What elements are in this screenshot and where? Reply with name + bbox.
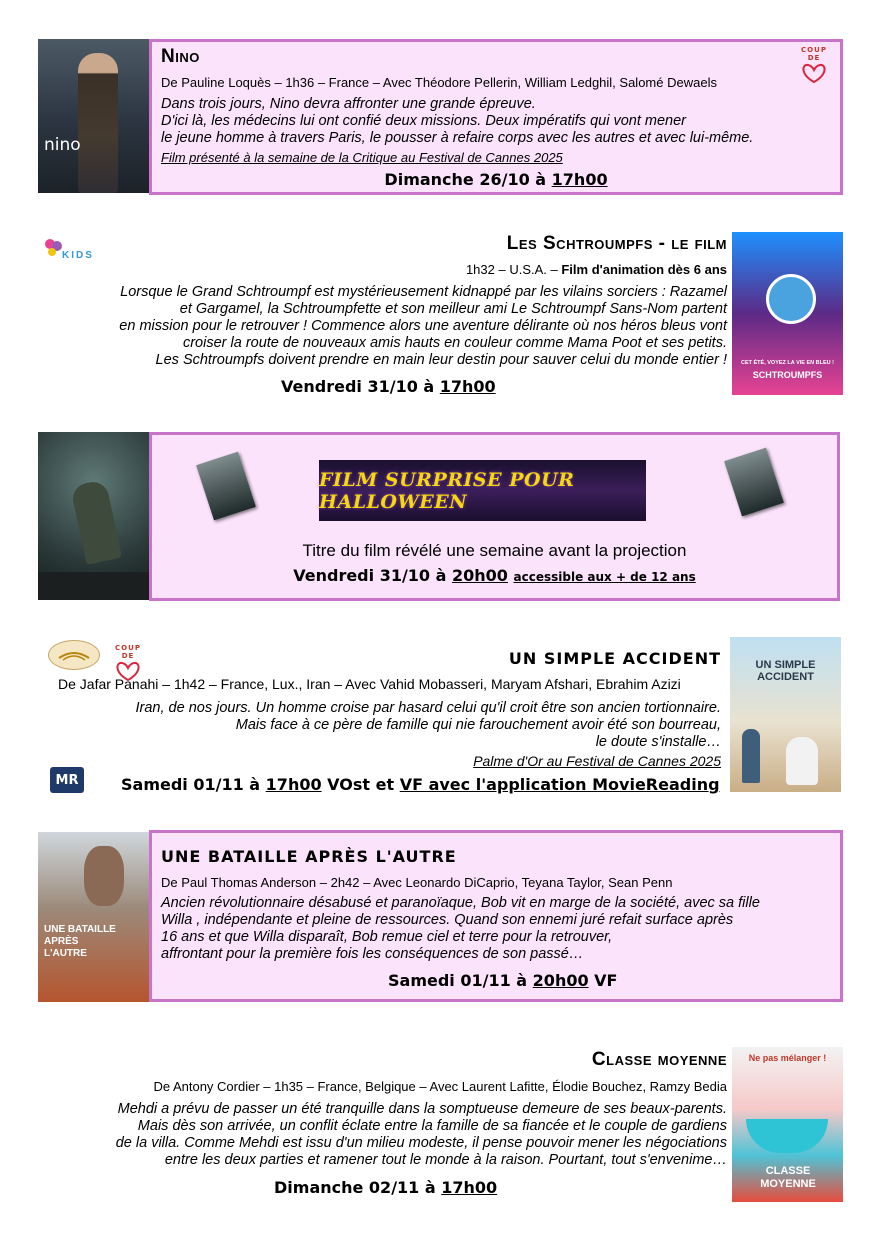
poster-halloween: [38, 432, 149, 600]
ground: [38, 572, 149, 600]
title-schtroumpfs: Les Schtroumpfs - le film: [506, 233, 727, 254]
synopsis-classe: Mehdi a prévu de passer un été tranquille dans la somptueuse demeure de ses beaux-parents. Mais dès son arrivée, un conflit éclate entre la famille de sa fiancée et le couple de gardiens de la villa. Comme Mehdi est issu d'un milieu modeste, il pense pouvoir mener les négociations entre les deux parties et ramener tout le monde à la raison. Pourtant, tout s'envenime…: [115, 1101, 727, 1168]
title-bataille: UNE BATAILLE APRÈS L'AUTRE: [161, 847, 457, 866]
showtime-classe: Dimanche 02/11 à 17h00: [274, 1178, 498, 1197]
poster-nino: [38, 39, 149, 193]
showtime-halloween: Vendredi 31/10 à 20h00 accessible aux + de 12 ans: [293, 566, 696, 585]
poster-accident-title: UN SIMPLE ACCIDENT: [755, 659, 816, 683]
credits-classe: De Antony Cordier – 1h35 – France, Belgique – Avec Laurent Lafitte, Élodie Bouchez, Ramzy Bedia: [153, 1079, 727, 1094]
poster-classe: [732, 1047, 843, 1202]
title-nino: Nino: [161, 46, 200, 67]
coup-de-coeur-badge: [794, 46, 834, 80]
poster-classe-title: CLASSE MOYENNE: [760, 1165, 816, 1190]
poster-classe-glass: [746, 1119, 828, 1153]
halloween-banner: [319, 460, 646, 521]
coup-de-label: COUP DE: [801, 46, 827, 62]
kids-label: KIDS: [62, 250, 94, 261]
poster-nino-title: nino: [44, 135, 81, 155]
card-halloween: [149, 432, 840, 601]
poster-schtroumpfs: [732, 232, 843, 395]
synopsis-accident: Iran, de nos jours. Un homme croise par hasard celui qu'il croit être son ancien tortionnaire. Mais face à ce père de famille qui nie farouchement avoir été son bourreau, le doute s'installe…: [135, 700, 721, 750]
cannes-palme-logo: [48, 640, 100, 670]
coup-de-label-accident: COUP DE: [115, 644, 141, 660]
showtime-schtroumpfs: Vendredi 31/10 à 17h00: [281, 377, 496, 396]
poster-bataille: [38, 832, 149, 1002]
synopsis-bataille: Ancien révolutionnaire désabusé et paranoïaque, Bob vit en marge de la société, avec sa fille Willa , indépendante et pleine de ressources. Quand son ennemi juré refait surface après 16 ans et que Willa disparaît, Bob remue ciel et terre pour la retrouver, affrontant pour la première fois les conséquences de son passé…: [161, 895, 760, 962]
poster-bataille-title: UNE BATAILLE APRÈS L'AUTRE: [44, 924, 116, 959]
credits-nino: De Pauline Loquès – 1h36 – France – Avec Théodore Pellerin, William Ledghil, Salomé Dewaels: [161, 75, 717, 90]
thumb-zombie-right: [724, 448, 784, 517]
title-accident: UN SIMPLE ACCIDENT: [508, 649, 721, 668]
note-accident: Palme d'Or au Festival de Cannes 2025: [473, 753, 721, 769]
card-nino: [149, 39, 843, 195]
synopsis-schtroumpfs: Lorsque le Grand Schtroumpf est mystérieusement kidnappé par les vilains sorciers : Razamel et Gargamel, la Schtroumpfette et son meilleur ami Le Schtroumpf Sans-Nom partent en mission pour le retrouver ! Commence alors une aventure délirante où nos héros bleus vont croiser la route de nouveaux amis hauts en couleur comme Mama Poot et ses petits. Les Schtroumpfs doivent prendre en main leur destin pour sauver celui du monde entier !: [119, 284, 727, 368]
credits-schtroumpfs: 1h32 – U.S.A. – Film d'animation dès 6 ans: [465, 262, 727, 277]
halloween-banner-text: FILM SURPRISE POUR HALLOWEEN: [319, 468, 575, 513]
moviereading-label: MR: [55, 772, 79, 788]
coup-de-coeur-badge-accident: [108, 644, 148, 678]
showtime-bataille: Samedi 01/11 à 20h00 VF: [388, 971, 618, 990]
smurf-figure: [766, 274, 816, 324]
poster-classe-tag: Ne pas mélanger !: [748, 1053, 827, 1063]
zombie-hand: [70, 479, 122, 565]
credits-bataille: De Paul Thomas Anderson – 2h42 – Avec Leonardo DiCaprio, Teyana Taylor, Sean Penn: [161, 875, 673, 890]
note-nino: Film présenté à la semaine de la Critique au Festival de Cannes 2025: [161, 150, 563, 165]
poster-accident-figure-b: [786, 737, 818, 785]
poster-accident: [730, 637, 841, 792]
heart-icon: [794, 62, 834, 84]
thumb-zombie-left: [196, 452, 256, 521]
credits-accident: De Jafar Panahi – 1h42 – France, Lux., Iran – Avec Vahid Mobasseri, Maryam Afshari, Ebrahim Azizi: [58, 676, 681, 692]
showtime-nino: Dimanche 26/10 à 17h00: [384, 170, 608, 189]
title-classe: Classe moyenne: [591, 1049, 727, 1070]
halloween-subtitle: Titre du film révélé une semaine avant la projection: [302, 541, 687, 560]
showtime-accident: Samedi 01/11 à 17h00 VOst et VF avec l'application MovieReading: [121, 775, 720, 794]
poster-schtroumpfs-title: SCHTROUMPFS: [752, 370, 823, 380]
figure-silhouette: [78, 53, 118, 193]
balloons-icon: [44, 238, 64, 260]
poster-schtroumpfs-tag: CET ÉTÉ, VOYEZ LA VIE EN BLEU !: [740, 360, 834, 366]
synopsis-nino: Dans trois jours, Nino devra affronter une grande épreuve. D'ici là, les médecins lui ont confié deux missions. Deux impératifs qui vont mener le jeune homme à travers Paris, le pousser à refaire corps avec les autres et avec lui-même.: [161, 96, 754, 146]
poster-accident-figure-a: [742, 729, 760, 783]
poster-bataille-face: [84, 846, 124, 906]
moviereading-logo: [50, 767, 84, 793]
kids-logo: [44, 238, 92, 266]
palm-icon: [57, 648, 91, 662]
card-bataille: [149, 830, 843, 1002]
